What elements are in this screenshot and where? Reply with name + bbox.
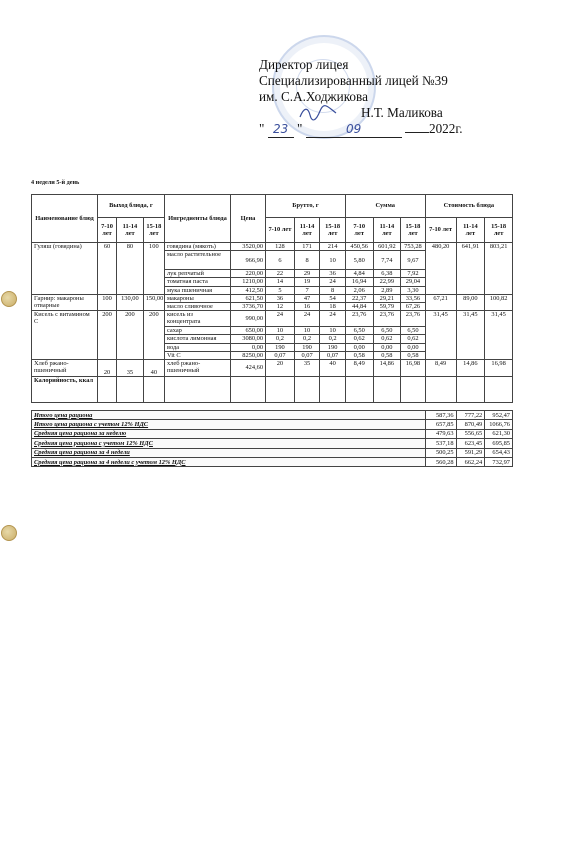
ingredient-sum: 59,79: [373, 303, 401, 311]
ingredient-sum: 6,38: [373, 270, 401, 278]
summary-value: 621,30: [485, 429, 513, 438]
ingredient-brutto: 10: [294, 327, 320, 335]
dish-cost: 100,82: [485, 294, 513, 310]
ingredient-brutto: 214: [320, 243, 346, 251]
ingredient-sum: 29,21: [373, 294, 401, 302]
calories-row: [32, 377, 513, 403]
dish-output: 130,00: [117, 294, 144, 310]
ingredient-sum: 0,62: [345, 335, 373, 343]
ingredient-sum: 3,30: [401, 286, 425, 294]
ingredient-price: 0,00: [230, 343, 265, 351]
summary-value: 654,43: [485, 448, 513, 457]
menu-caption: 4 недели 5-й день: [31, 179, 80, 186]
summary-label: Итого цена рациона с учетом 12% НДС: [32, 420, 426, 429]
ingredient-price: 3736,70: [230, 303, 265, 311]
dish-output: 40: [143, 360, 164, 377]
summary-label: Средняя цена рациона за 4 недели с учетом 12% НДС: [32, 457, 426, 466]
ingredient-name: вода: [164, 343, 230, 351]
summary-value: 662,24: [456, 457, 485, 466]
ingredient-name: томатная паста: [164, 278, 230, 286]
ingredient-brutto: 18: [320, 303, 346, 311]
ingredient-brutto: 14: [266, 278, 295, 286]
dish-cost: 89,00: [456, 294, 485, 310]
ingredient-sum: 6,50: [345, 327, 373, 335]
ingredient-sum: 22,99: [373, 278, 401, 286]
summary-value: 952,47: [485, 411, 513, 420]
dish-cost: 16,98: [485, 360, 513, 377]
ingredient-brutto: 8: [294, 251, 320, 270]
dish-output: 60: [97, 243, 116, 295]
ingredient-brutto: 29: [294, 270, 320, 278]
ingredient-sum: 22,37: [345, 294, 373, 302]
col-cost-age1: 7-10 лет: [425, 218, 456, 243]
col-output-age2: 11-14 лет: [117, 218, 144, 243]
ingredient-brutto: 0,2: [294, 335, 320, 343]
ingredient-name: кисель из концентрата: [164, 311, 230, 327]
dish-name: Кисель с витамином С: [32, 311, 98, 360]
summary-value: 695,85: [485, 439, 513, 448]
dish-cost: 31,45: [456, 311, 485, 360]
ingredient-name: лук репчатый: [164, 270, 230, 278]
summary-row: [32, 448, 513, 457]
ingredient-sum: 6,50: [373, 327, 401, 335]
spacer-row: [32, 403, 513, 411]
ingredient-name: масло сливочное: [164, 303, 230, 311]
ingredient-brutto: 36: [320, 270, 346, 278]
approval-organization-name: им. С.А.Ходжикова: [259, 89, 368, 104]
ingredient-brutto: 54: [320, 294, 346, 302]
col-sum: Сумма: [345, 195, 425, 218]
table-row: [32, 294, 513, 302]
dish-name: Гуляш (говядина): [32, 243, 98, 295]
ingredient-brutto: 24: [266, 311, 295, 327]
summary-row: [32, 411, 513, 420]
ingredient-sum: 0,00: [401, 343, 425, 351]
summary-label: Средняя цена рациона с учетом 12% НДС: [32, 439, 426, 448]
dish-cost: 67,21: [425, 294, 456, 310]
dish-cost: 31,45: [485, 311, 513, 360]
ingredient-sum: 0,62: [401, 335, 425, 343]
summary-value: 479,63: [425, 429, 456, 438]
ingredient-brutto: 24: [320, 278, 346, 286]
ingredient-sum: 0,58: [345, 351, 373, 359]
ingredient-price: 966,90: [230, 251, 265, 270]
col-cost-age3: 15-18 лет: [485, 218, 513, 243]
dish-cost: 803,21: [485, 243, 513, 295]
ingredient-price: 990,00: [230, 311, 265, 327]
col-brutto: Брутто, г: [266, 195, 346, 218]
dish-cost: 480,20: [425, 243, 456, 295]
ingredient-sum: 7,74: [373, 251, 401, 270]
ingredient-sum: 67,26: [401, 303, 425, 311]
dish-cost: 14,86: [456, 360, 485, 377]
ingredient-brutto: 0,2: [266, 335, 295, 343]
ingredient-name: макароны: [164, 294, 230, 302]
punch-hole-top: [1, 291, 17, 307]
ingredient-brutto: 19: [294, 278, 320, 286]
ingredient-sum: 29,04: [401, 278, 425, 286]
ingredient-name: мука пшеничная: [164, 286, 230, 294]
ingredient-price: 220,00: [230, 270, 265, 278]
date-year: 2022г.: [428, 121, 463, 136]
ingredient-price: 3080,00: [230, 335, 265, 343]
ingredient-brutto: 24: [294, 311, 320, 327]
ingredient-sum: 14,86: [373, 360, 401, 377]
approval-date: " 23 " 09 2022г.: [259, 121, 463, 136]
summary-value: 587,36: [425, 411, 456, 420]
summary-label: Средняя цена рациона за неделю: [32, 429, 426, 438]
ingredient-sum: 2,06: [345, 286, 373, 294]
summary-value: 560,28: [425, 457, 456, 466]
col-output: Выход блюда, г: [97, 195, 164, 218]
ingredient-sum: 16,98: [401, 360, 425, 377]
ingredient-price: 424,60: [230, 360, 265, 377]
ingredient-sum: 0,00: [373, 343, 401, 351]
dish-cost: 8,49: [425, 360, 456, 377]
summary-value: 556,65: [456, 429, 485, 438]
dish-output: 150,00: [143, 294, 164, 310]
summary-value: 591,29: [456, 448, 485, 457]
summary-row: [32, 429, 513, 438]
summary-row: [32, 439, 513, 448]
col-brutto-age1: 7-10 лет: [266, 218, 295, 243]
summary-value: 537,18: [425, 439, 456, 448]
ingredient-sum: 9,67: [401, 251, 425, 270]
ingredient-sum: 23,76: [345, 311, 373, 327]
ingredient-brutto: 47: [294, 294, 320, 302]
ingredient-brutto: 7: [294, 286, 320, 294]
approval-block: [259, 57, 463, 138]
dish-output: 200: [143, 311, 164, 360]
ingredient-price: 412,50: [230, 286, 265, 294]
ingredient-price: 3520,00: [230, 243, 265, 251]
ingredient-price: 621,50: [230, 294, 265, 302]
dish-output: 20: [97, 360, 116, 377]
ingredient-sum: 0,58: [373, 351, 401, 359]
dish-output: 200: [117, 311, 144, 360]
ingredient-brutto: 0,07: [320, 351, 346, 359]
menu-body: [32, 243, 513, 467]
ingredient-brutto: 0,07: [294, 351, 320, 359]
col-cost: Стоимость блюда: [425, 195, 512, 218]
ingredient-sum: 44,84: [345, 303, 373, 311]
ingredient-sum: 0,62: [373, 335, 401, 343]
ingredient-name: сахар: [164, 327, 230, 335]
ingredient-brutto: 10: [320, 327, 346, 335]
col-dish-name: Наименование блюд: [32, 195, 98, 243]
ingredient-brutto: 22: [266, 270, 295, 278]
summary-value: 777,22: [456, 411, 485, 420]
ingredient-brutto: 0,07: [266, 351, 295, 359]
ingredient-sum: 7,92: [401, 270, 425, 278]
menu-table: [31, 194, 513, 467]
table-row: [32, 243, 513, 251]
summary-value: 657,85: [425, 420, 456, 429]
summary-row: [32, 457, 513, 466]
col-output-age1: 7-10 лет: [97, 218, 116, 243]
col-price: Цена: [230, 195, 265, 243]
ingredient-brutto: 40: [320, 360, 346, 377]
ingredient-brutto: 5: [266, 286, 295, 294]
col-ingredients: Ингредиенты блюда: [164, 195, 230, 243]
date-month: 09: [306, 121, 402, 138]
approval-director-name: Н.Т. Маликова: [361, 105, 443, 120]
ingredient-sum: 0,58: [401, 351, 425, 359]
ingredient-sum: 8,49: [345, 360, 373, 377]
table-row: [32, 311, 513, 327]
dish-output: 200: [97, 311, 116, 360]
ingredient-brutto: 0,2: [320, 335, 346, 343]
approval-position: Директор лицея: [259, 57, 349, 72]
ingredient-sum: 5,80: [345, 251, 373, 270]
ingredient-brutto: 10: [266, 327, 295, 335]
ingredient-sum: 753,28: [401, 243, 425, 251]
ingredient-brutto: 20: [266, 360, 295, 377]
dish-name: Гарнир: макароны отварные: [32, 294, 98, 310]
col-output-age3: 15-18 лет: [143, 218, 164, 243]
ingredient-brutto: 10: [320, 251, 346, 270]
dish-output: 100: [143, 243, 164, 295]
ingredient-sum: 16,94: [345, 278, 373, 286]
ingredient-sum: 4,84: [345, 270, 373, 278]
ingredient-brutto: 190: [266, 343, 295, 351]
summary-value: 870,49: [456, 420, 485, 429]
summary-value: 500,25: [425, 448, 456, 457]
ingredient-name: говядина (мякоть): [164, 243, 230, 251]
ingredient-sum: 23,76: [401, 311, 425, 327]
ingredient-price: 8250,00: [230, 351, 265, 359]
ingredient-name: Vit C: [164, 351, 230, 359]
dish-name: Хлеб ржано-пшеничный: [32, 360, 98, 377]
summary-label: Средняя цена рациона за 4 недели: [32, 448, 426, 457]
ingredient-sum: 450,56: [345, 243, 373, 251]
ingredient-sum: 6,50: [401, 327, 425, 335]
ingredient-name: кислота лимонная: [164, 335, 230, 343]
summary-value: 732,97: [485, 457, 513, 466]
ingredient-brutto: 36: [266, 294, 295, 302]
ingredient-brutto: 35: [294, 360, 320, 377]
dish-output: 35: [117, 360, 144, 377]
dish-cost: 31,45: [425, 311, 456, 360]
calories-label: Калорийность, ккал: [32, 377, 98, 403]
dish-output: 100: [97, 294, 116, 310]
ingredient-brutto: 128: [266, 243, 295, 251]
ingredient-name: масло растительное: [164, 251, 230, 270]
col-brutto-age3: 15-18 лет: [320, 218, 346, 243]
ingredient-brutto: 190: [320, 343, 346, 351]
dish-cost: 641,91: [456, 243, 485, 295]
date-day: 23: [268, 121, 294, 138]
col-sum-age3: 15-18 лет: [401, 218, 425, 243]
summary-row: [32, 420, 513, 429]
ingredient-brutto: 16: [294, 303, 320, 311]
ingredient-sum: 33,56: [401, 294, 425, 302]
ingredient-brutto: 12: [266, 303, 295, 311]
approval-organization: Специализированный лицей №39: [259, 73, 448, 88]
ingredient-brutto: 6: [266, 251, 295, 270]
ingredient-price: 1210,00: [230, 278, 265, 286]
col-cost-age2: 11-14 лет: [456, 218, 485, 243]
ingredient-price: 650,00: [230, 327, 265, 335]
ingredient-sum: 601,92: [373, 243, 401, 251]
col-sum-age2: 11-14 лет: [373, 218, 401, 243]
ingredient-name: хлеб ржано-пшеничный: [164, 360, 230, 377]
dish-output: 80: [117, 243, 144, 295]
ingredient-brutto: 190: [294, 343, 320, 351]
ingredient-sum: 0,00: [345, 343, 373, 351]
ingredient-sum: 2,89: [373, 286, 401, 294]
ingredient-sum: 23,76: [373, 311, 401, 327]
summary-value: 623,45: [456, 439, 485, 448]
col-brutto-age2: 11-14 лет: [294, 218, 320, 243]
ingredient-brutto: 171: [294, 243, 320, 251]
summary-value: 1066,76: [485, 420, 513, 429]
punch-hole-bottom: [1, 525, 17, 541]
ingredient-brutto: 8: [320, 286, 346, 294]
col-sum-age1: 7-10 лет: [345, 218, 373, 243]
ingredient-brutto: 24: [320, 311, 346, 327]
summary-label: Итого цена рациона: [32, 411, 426, 420]
table-row: [32, 360, 513, 377]
